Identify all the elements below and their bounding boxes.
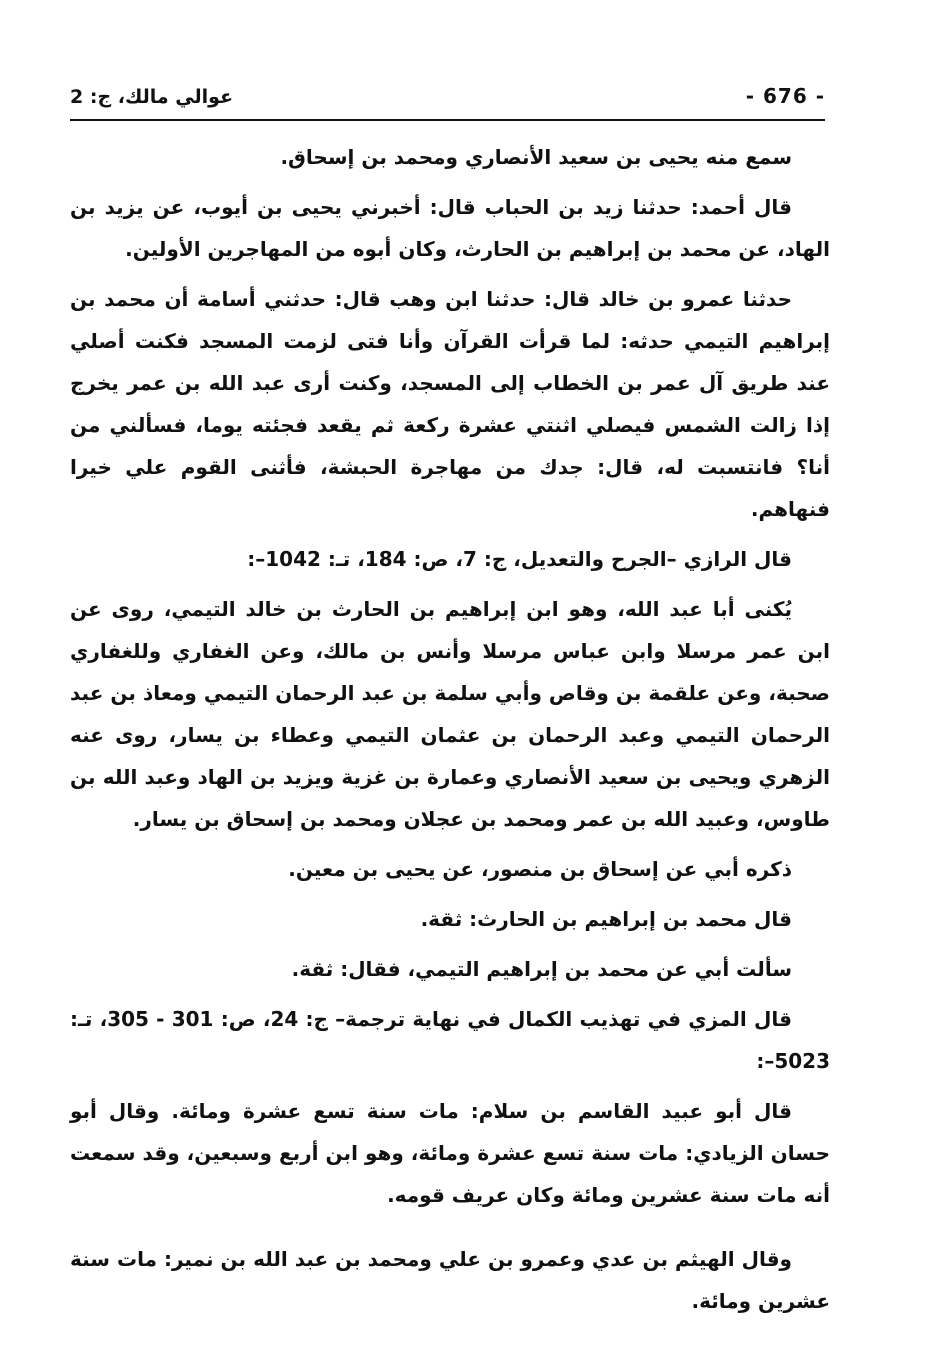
paragraph-thiqa-1: قال محمد بن إبراهيم بن الحارث: ثقة. [420,907,792,931]
page-header [70,84,825,118]
page-number: - 676 - [745,84,825,108]
text-body [70,136,830,1322]
paragraph-mentioned-by: ذكره أبي عن إسحاق بن منصور، عن يحيى بن معين. [288,857,792,881]
paragraph-mizzi-citation: قال المزي في تهذيب الكمال في نهاية ترجمة– ج: 24، ص: 301 - 305، تـ: 5023–: [70,1007,830,1073]
paragraph-biography: يُكنى أبا عبد الله، وهو ابن إبراهيم بن الحارث بن خالد التيمي، روى عن ابن عمر مرسلا وابن عباس مرسلا وأنس بن مالك، وعن الغفاري وللغفاري صحبة، وعن علقمة بن وقاص وأبي سلمة بن عبد الرحمان التيمي ومعاذ بن عبد الرحمان التيمي وعبد الرحمان بن عثمان التيمي وعطاء بن يسار، روى عنه الزهري ويحيى بن سعيد الأنصاري وعمارة بن غزية ويزيد بن الهاد وعبد الله بن طاوس، وعبيد الله بن عمر ومحمد بن عجلان ومحمد بن إسحاق بن يسار. [70,597,830,831]
running-title: عوالي مالك، ج: 2 [70,86,234,108]
paragraph-thiqa-2: سألت أبي عن محمد بن إبراهيم التيمي، فقال: ثقة. [291,957,792,981]
paragraph-razi-citation: قال الرازي –الجرح والتعديل، ج: 7، ص: 184، تـ: 1042–: [247,547,792,571]
header-rule [70,119,825,121]
paragraph-ahmad-narration: قال أحمد: حدثنا زيد بن الحباب قال: أخبرني يحيى بن أيوب، عن يزيد بن الهاد، عن محمد بن إبراهيم بن الحارث، وكان أبوه من المهاجرين الأولين. [70,195,830,261]
paragraph-haytham-narration: وقال الهيثم بن عدي وعمرو بن علي ومحمد بن عبد الله بن نمير: مات سنة عشرين ومائة. [70,1247,830,1313]
paragraph-death-year: قال أبو عبيد القاسم بن سلام: مات سنة تسع عشرة ومائة. وقال أبو حسان الزيادي: مات سنة تسع عشرة ومائة، وهو ابن أربع وسبعين، وقد سمعت أنه مات سنة عشرين ومائة وكان عريف قومه. [70,1099,830,1207]
paragraph-heard-from: سمع منه يحيى بن سعيد الأنصاري ومحمد بن إسحاق. [280,145,792,169]
paragraph-amr-narration: حدثنا عمرو بن خالد قال: حدثنا ابن وهب قال: حدثني أسامة أن محمد بن إبراهيم التيمي حدثه: لما قرأت القرآن وأنا فتى لزمت المسجد فكنت أصلي عند طريق آل عمر بن الخطاب إلى المسجد، وكنت أرى عبد الله بن عمر يخرج إذا زالت الشمس فيصلي اثنتي عشرة ركعة ثم يقعد فجئته يوما، فسألني من أنا؟ فانتسبت له، قال: جدك من مهاجرة الحبشة، فأثنى القوم علي خيرا فنهاهم. [70,287,830,521]
